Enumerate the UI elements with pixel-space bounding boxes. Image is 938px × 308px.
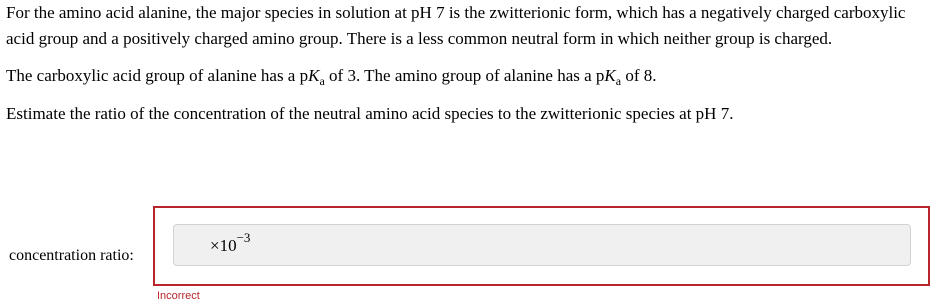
pka-symbol: $pK_a$: [299, 66, 325, 88]
question-paragraph-3: Estimate the ratio of the concentration of the neutral amino acid species to the zwitterionic species at pH 7.: [6, 104, 734, 123]
pka-symbol: $pK_a$: [595, 66, 622, 88]
concentration-ratio-input[interactable]: [173, 224, 911, 266]
scientific-notation-suffix: [210, 230, 251, 257]
question-paragraph-2-part-3: of 8.: [621, 66, 657, 85]
answer-label: concentration ratio:: [9, 247, 134, 264]
question-paragraph-1: For the amino acid alanine, the major species in solution at pH 7 is the zwitterionic form, which has a negatively charged carboxylic acid group and a positively charged amino group. There is a less common neutral form in which neither group is charged.: [6, 3, 906, 48]
exponent-text: −3: [236, 230, 251, 245]
question-paragraph-2-part-2: of 3. The amino group of alanine has a: [324, 66, 596, 85]
question-paragraph-2: [6, 63, 926, 90]
feedback-incorrect: Incorrect: [157, 290, 200, 302]
answer-box: [153, 206, 930, 286]
question-paragraph-2-part-1: The carboxylic acid group of alanine has a: [6, 66, 300, 85]
multiplier-text: ×10: [210, 236, 237, 255]
question-text: [6, 0, 926, 138]
